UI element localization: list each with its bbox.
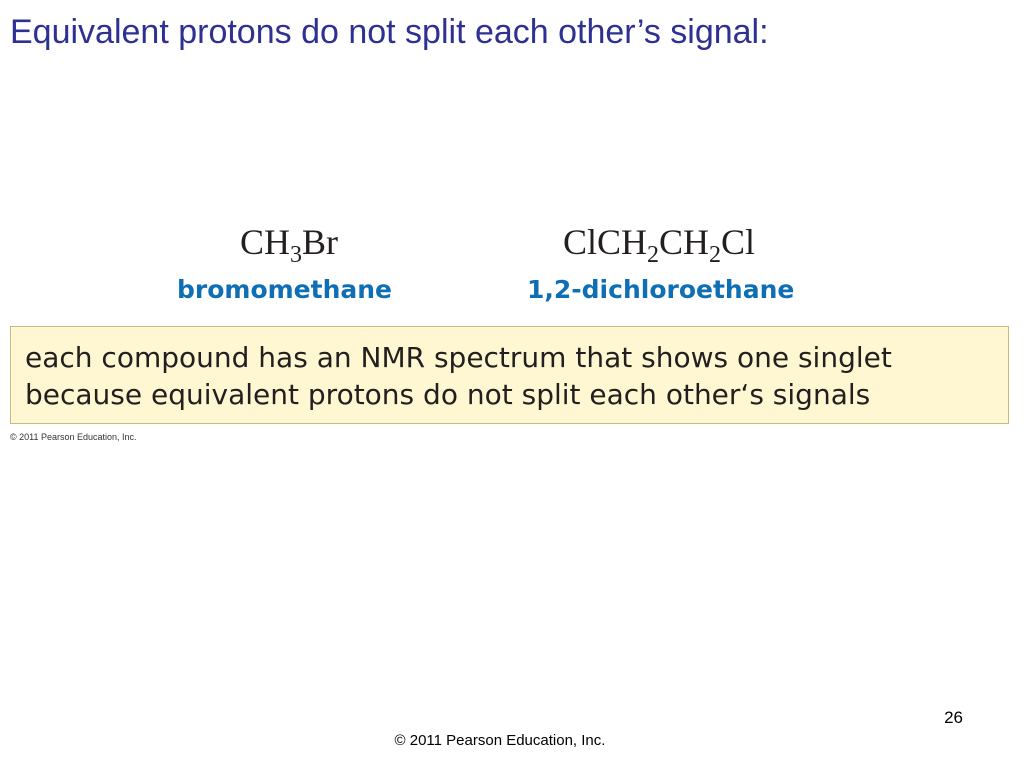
figure-copyright: © 2011 Pearson Education, Inc.	[10, 432, 137, 442]
formula-bromomethane	[240, 220, 339, 268]
formula-subscript: 2	[647, 242, 660, 268]
page-number: 26	[944, 708, 963, 727]
slide-title: Equivalent protons do not split each other’s signal:	[10, 13, 769, 51]
compound-name-bromomethane: bromomethane	[177, 275, 393, 304]
footer-copyright: © 2011 Pearson Education, Inc.	[394, 732, 606, 749]
explanation-box	[10, 326, 1009, 424]
formula-part: Br	[302, 222, 339, 262]
explanation-line-2: because equivalent protons do not split each other‘s signals	[25, 378, 871, 411]
formula-part: CH	[240, 222, 291, 262]
compound-name-dichloroethane: 1,2-dichloroethane	[527, 275, 795, 304]
formula-subscript: 3	[290, 242, 303, 268]
formula-dichloroethane	[563, 220, 756, 268]
formula-part: CH	[659, 222, 710, 262]
formula-part: ClCH	[563, 222, 648, 262]
formula-subscript: 2	[709, 242, 722, 268]
explanation-line-1: each compound has an NMR spectrum that shows one singlet	[25, 341, 892, 374]
formula-part: Cl	[721, 222, 756, 262]
